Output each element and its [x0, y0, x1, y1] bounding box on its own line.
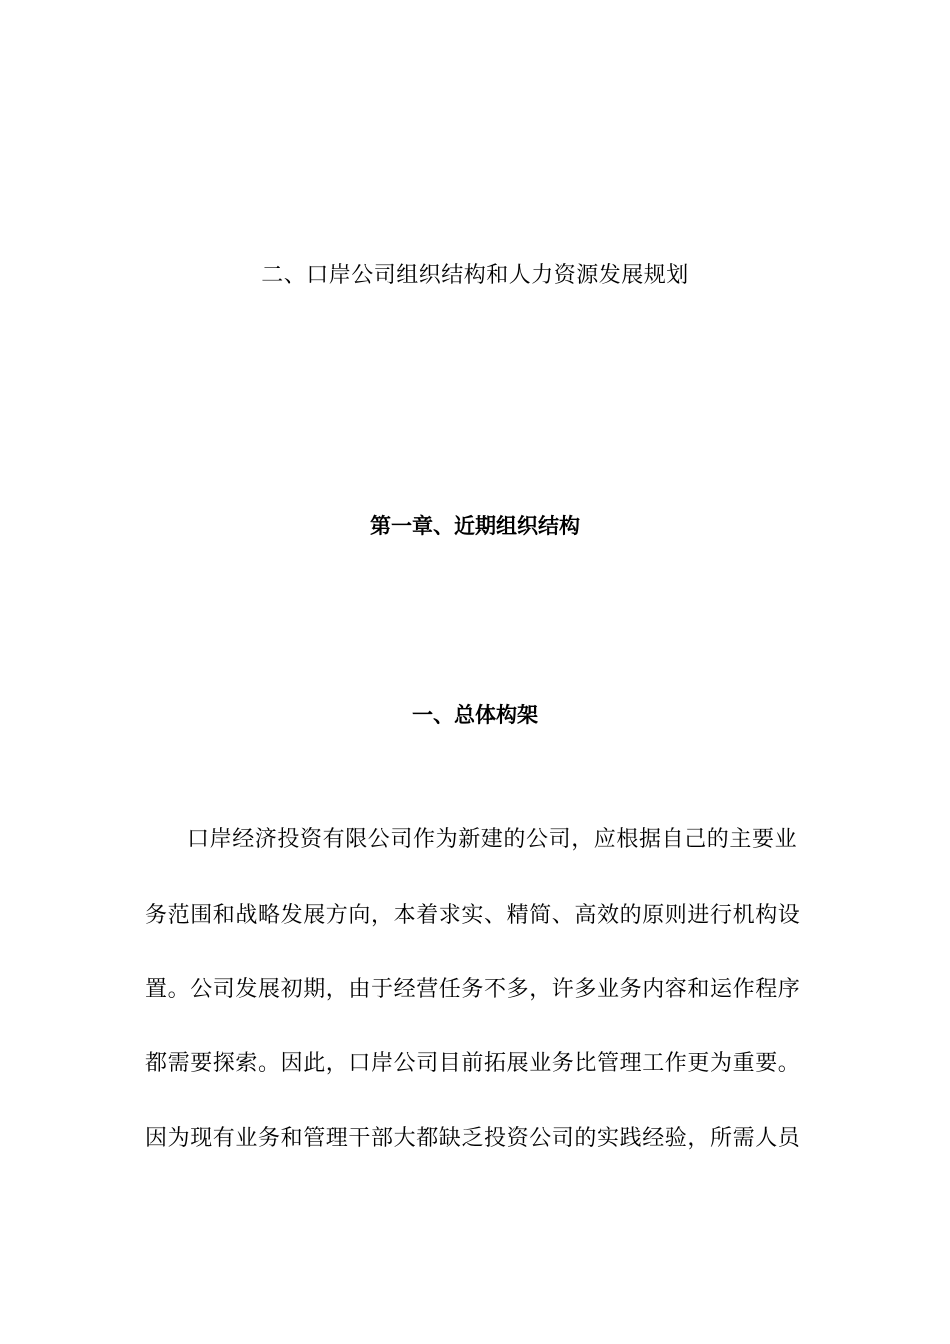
- section-heading: 一、总体构架: [412, 703, 538, 727]
- paragraph-line: 因为现有业务和管理干部大都缺乏投资公司的实践经验，所需人员: [145, 1126, 801, 1151]
- paragraph-line: 口岸经济投资有限公司作为新建的公司，应根据自己的主要业: [187, 827, 798, 852]
- paragraph-line: 都需要探索。因此，口岸公司目前拓展业务比管理工作更为重要。: [145, 1051, 801, 1076]
- paragraph-line: 务范围和战略发展方向，本着求实、精简、高效的原则进行机构设: [145, 903, 801, 928]
- document-title: 二、口岸公司组织结构和人力资源发展规划: [261, 263, 689, 288]
- chapter-heading: 第一章、近期组织结构: [370, 514, 580, 538]
- paragraph-line: 置。公司发展初期，由于经营任务不多，许多业务内容和运作程序: [145, 977, 801, 1002]
